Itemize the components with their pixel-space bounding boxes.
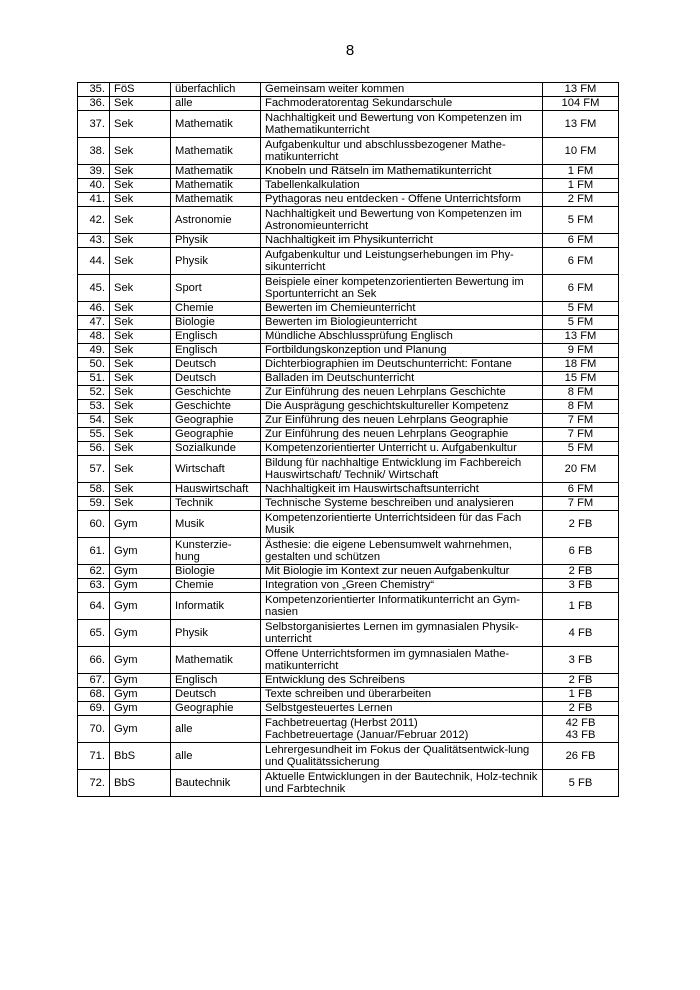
event-title: Bewerten im Chemieunterricht xyxy=(261,302,543,316)
row-number: 54. xyxy=(78,414,110,428)
school-type: Sek xyxy=(110,179,171,193)
table-row xyxy=(78,138,619,165)
event-title: Entwicklung des Schreibens xyxy=(261,674,543,688)
school-type: Gym xyxy=(110,674,171,688)
event-title: Beispiele einer kompetenzorientierten Bewertung im Sportunterricht an Sek xyxy=(261,275,543,302)
table-row xyxy=(78,330,619,344)
event-title: Bewerten im Biologieunterricht xyxy=(261,316,543,330)
event-title: Nachhaltigkeit im Hauswirtschaftsunterricht xyxy=(261,483,543,497)
subject: Mathematik xyxy=(171,138,261,165)
table-row xyxy=(78,234,619,248)
table-row xyxy=(78,302,619,316)
amount: 5 FM xyxy=(543,302,619,316)
table-row xyxy=(78,743,619,770)
school-type: Sek xyxy=(110,111,171,138)
table-row xyxy=(78,165,619,179)
row-number: 47. xyxy=(78,316,110,330)
table-row xyxy=(78,344,619,358)
table-row xyxy=(78,248,619,275)
row-number: 39. xyxy=(78,165,110,179)
subject: Englisch xyxy=(171,674,261,688)
row-number: 35. xyxy=(78,83,110,97)
row-number: 69. xyxy=(78,702,110,716)
amount: 6 FM xyxy=(543,275,619,302)
school-type: Sek xyxy=(110,483,171,497)
row-number: 40. xyxy=(78,179,110,193)
row-number: 63. xyxy=(78,579,110,593)
amount: 7 FM xyxy=(543,414,619,428)
row-number: 66. xyxy=(78,647,110,674)
amount: 13 FM xyxy=(543,83,619,97)
event-title: Kompetenzorientierter Informatikunterricht an Gym-nasien xyxy=(261,593,543,620)
subject: überfachlich xyxy=(171,83,261,97)
amount: 5 FM xyxy=(543,442,619,456)
row-number: 62. xyxy=(78,565,110,579)
page-number: 8 xyxy=(345,42,355,59)
table-row xyxy=(78,386,619,400)
event-title: Aufgabenkultur und Leistungserhebungen im Phy-sikunterricht xyxy=(261,248,543,275)
subject: alle xyxy=(171,743,261,770)
amount: 26 FB xyxy=(543,743,619,770)
table-row xyxy=(78,538,619,565)
school-type: Sek xyxy=(110,372,171,386)
amount: 3 FB xyxy=(543,579,619,593)
row-number: 43. xyxy=(78,234,110,248)
subject: alle xyxy=(171,716,261,743)
school-type: Gym xyxy=(110,716,171,743)
row-number: 67. xyxy=(78,674,110,688)
school-type: Sek xyxy=(110,428,171,442)
event-title: Lehrergesundheit im Fokus der Qualitätsentwick-lung und Qualitätssicherung xyxy=(261,743,543,770)
row-number: 50. xyxy=(78,358,110,372)
row-number: 38. xyxy=(78,138,110,165)
table-row xyxy=(78,620,619,647)
amount: 3 FB xyxy=(543,647,619,674)
amount: 6 FM xyxy=(543,248,619,275)
row-number: 52. xyxy=(78,386,110,400)
school-type: Gym xyxy=(110,538,171,565)
amount: 13 FM xyxy=(543,330,619,344)
subject: Sport xyxy=(171,275,261,302)
school-type: Gym xyxy=(110,620,171,647)
table-row xyxy=(78,358,619,372)
amount: 7 FM xyxy=(543,497,619,511)
school-type: Sek xyxy=(110,497,171,511)
subject: Mathematik xyxy=(171,111,261,138)
table-row xyxy=(78,674,619,688)
row-number: 36. xyxy=(78,97,110,111)
amount: 8 FM xyxy=(543,400,619,414)
school-type: Sek xyxy=(110,302,171,316)
amount: 1 FB xyxy=(543,688,619,702)
row-number: 68. xyxy=(78,688,110,702)
table-row xyxy=(78,179,619,193)
event-title-line: Fachbetreuertage (Januar/Februar 2012) xyxy=(265,729,469,741)
event-title: Dichterbiographien im Deutschunterricht: Fontane xyxy=(261,358,543,372)
event-title: Kompetenzorientierter Unterricht u. Aufgabenkultur xyxy=(261,442,543,456)
event-title-line: Fachbetreuertag (Herbst 2011) xyxy=(265,716,418,729)
subject: Technik xyxy=(171,497,261,511)
amount-line: 42 FB xyxy=(565,716,596,729)
row-number: 72. xyxy=(78,770,110,797)
amount: 104 FM xyxy=(543,97,619,111)
subject: Musik xyxy=(171,511,261,538)
school-type: Sek xyxy=(110,275,171,302)
amount: 2 FB xyxy=(543,565,619,579)
row-number: 55. xyxy=(78,428,110,442)
table-row xyxy=(78,97,619,111)
subject: Deutsch xyxy=(171,358,261,372)
school-type: Sek xyxy=(110,456,171,483)
subject: Physik xyxy=(171,234,261,248)
school-type: Sek xyxy=(110,316,171,330)
subject: Mathematik xyxy=(171,193,261,207)
table-row xyxy=(78,565,619,579)
row-number: 45. xyxy=(78,275,110,302)
event-title: Pythagoras neu entdecken - Offene Unterrichtsform xyxy=(261,193,543,207)
table-row xyxy=(78,111,619,138)
table-row xyxy=(78,207,619,234)
amount: 2 FB xyxy=(543,511,619,538)
event-title: Balladen im Deutschunterricht xyxy=(261,372,543,386)
school-type: Sek xyxy=(110,138,171,165)
school-type: Gym xyxy=(110,593,171,620)
event-title: Aktuelle Entwicklungen in der Bautechnik, Holz-technik und Farbtechnik xyxy=(261,770,543,797)
school-type: Gym xyxy=(110,702,171,716)
amount: 6 FB xyxy=(543,538,619,565)
table-row xyxy=(78,316,619,330)
row-number: 53. xyxy=(78,400,110,414)
school-type: Sek xyxy=(110,442,171,456)
amount: 4 FB xyxy=(543,620,619,647)
event-title: Zur Einführung des neuen Lehrplans Geographie xyxy=(261,414,543,428)
event-title: Fachmoderatorentag Sekundarschule xyxy=(261,97,543,111)
subject: Deutsch xyxy=(171,688,261,702)
subject: Mathematik xyxy=(171,165,261,179)
table-row xyxy=(78,83,619,97)
subject: Englisch xyxy=(171,330,261,344)
amount: 6 FM xyxy=(543,483,619,497)
amount: 6 FM xyxy=(543,234,619,248)
school-type: FöS xyxy=(110,83,171,97)
amount-line: 43 FB xyxy=(565,729,596,741)
table-row xyxy=(78,511,619,538)
table-row xyxy=(78,442,619,456)
school-type: Sek xyxy=(110,344,171,358)
event-title: Ästhesie: die eigene Lebensumwelt wahrnehmen, gestalten und schützen xyxy=(261,538,543,565)
row-number: 48. xyxy=(78,330,110,344)
event-title: Mit Biologie im Kontext zur neuen Aufgabenkultur xyxy=(261,565,543,579)
subject: Chemie xyxy=(171,579,261,593)
row-number: 37. xyxy=(78,111,110,138)
subject: Chemie xyxy=(171,302,261,316)
event-title: Nachhaltigkeit und Bewertung von Kompetenzen im Mathematikunterricht xyxy=(261,111,543,138)
event-title: Offene Unterrichtsformen im gymnasialen Mathe-matikunterricht xyxy=(261,647,543,674)
amount: 13 FM xyxy=(543,111,619,138)
school-type: Gym xyxy=(110,688,171,702)
subject: Geschichte xyxy=(171,400,261,414)
subject: Physik xyxy=(171,620,261,647)
event-title: Technische Systeme beschreiben und analysieren xyxy=(261,497,543,511)
amount: 7 FM xyxy=(543,428,619,442)
amount: 5 FM xyxy=(543,207,619,234)
event-title: Tabellenkalkulation xyxy=(261,179,543,193)
event-title-cell xyxy=(261,716,543,743)
row-number: 70. xyxy=(78,716,110,743)
subject: Deutsch xyxy=(171,372,261,386)
event-title: Zur Einführung des neuen Lehrplans Geschichte xyxy=(261,386,543,400)
row-number: 64. xyxy=(78,593,110,620)
table-row xyxy=(78,414,619,428)
amount: 5 FM xyxy=(543,316,619,330)
subject: Englisch xyxy=(171,344,261,358)
row-number: 44. xyxy=(78,248,110,275)
table-row xyxy=(78,275,619,302)
subject: Mathematik xyxy=(171,179,261,193)
school-type: Sek xyxy=(110,414,171,428)
row-number: 49. xyxy=(78,344,110,358)
row-number: 56. xyxy=(78,442,110,456)
school-type: Gym xyxy=(110,647,171,674)
row-number: 57. xyxy=(78,456,110,483)
school-type: Gym xyxy=(110,579,171,593)
subject: Informatik xyxy=(171,593,261,620)
table-row xyxy=(78,647,619,674)
row-number: 41. xyxy=(78,193,110,207)
table-row xyxy=(78,716,619,743)
subject: Hauswirtschaft xyxy=(171,483,261,497)
school-type: Sek xyxy=(110,330,171,344)
event-title: Integration von „Green Chemistry“ xyxy=(261,579,543,593)
event-title: Gemeinsam weiter kommen xyxy=(261,83,543,97)
table-row xyxy=(78,702,619,716)
subject: Wirtschaft xyxy=(171,456,261,483)
subject: Geographie xyxy=(171,702,261,716)
table-row xyxy=(78,456,619,483)
event-title: Nachhaltigkeit im Physikunterricht xyxy=(261,234,543,248)
event-title: Mündliche Abschlussprüfung Englisch xyxy=(261,330,543,344)
amount: 5 FB xyxy=(543,770,619,797)
event-title: Selbstgesteuertes Lernen xyxy=(261,702,543,716)
subject: Mathematik xyxy=(171,647,261,674)
row-number: 46. xyxy=(78,302,110,316)
table-row xyxy=(78,372,619,386)
school-type: Sek xyxy=(110,97,171,111)
event-title: Texte schreiben und überarbeiten xyxy=(261,688,543,702)
table-row xyxy=(78,193,619,207)
event-title: Zur Einführung des neuen Lehrplans Geographie xyxy=(261,428,543,442)
amount: 10 FM xyxy=(543,138,619,165)
subject: Geographie xyxy=(171,428,261,442)
subject: Sozialkunde xyxy=(171,442,261,456)
event-title: Nachhaltigkeit und Bewertung von Kompetenzen im Astronomieunterricht xyxy=(261,207,543,234)
amount-cell xyxy=(543,716,619,743)
subject: Geographie xyxy=(171,414,261,428)
amount: 2 FB xyxy=(543,674,619,688)
school-type: BbS xyxy=(110,770,171,797)
table-row xyxy=(78,483,619,497)
school-type: Sek xyxy=(110,400,171,414)
school-type: Gym xyxy=(110,565,171,579)
row-number: 65. xyxy=(78,620,110,647)
row-number: 59. xyxy=(78,497,110,511)
school-type: Sek xyxy=(110,193,171,207)
table-row xyxy=(78,688,619,702)
table-row xyxy=(78,770,619,797)
school-type: BbS xyxy=(110,743,171,770)
school-type: Sek xyxy=(110,234,171,248)
row-number: 60. xyxy=(78,511,110,538)
event-title: Selbstorganisiertes Lernen im gymnasialen Physik-unterricht xyxy=(261,620,543,647)
event-title: Fortbildungskonzeption und Planung xyxy=(261,344,543,358)
event-title: Die Ausprägung geschichtskultureller Kompetenz xyxy=(261,400,543,414)
event-title: Aufgabenkultur und abschlussbezogener Mathe-matikunterricht xyxy=(261,138,543,165)
table-row xyxy=(78,579,619,593)
row-number: 42. xyxy=(78,207,110,234)
training-table xyxy=(77,82,619,797)
subject: alle xyxy=(171,97,261,111)
amount: 1 FM xyxy=(543,165,619,179)
amount: 1 FB xyxy=(543,593,619,620)
event-title: Knobeln und Rätseln im Mathematikunterricht xyxy=(261,165,543,179)
event-title: Kompetenzorientierte Unterrichtsideen für das Fach Musik xyxy=(261,511,543,538)
event-title: Bildung für nachhaltige Entwicklung im Fachbereich Hauswirtschaft/ Technik/ Wirtschaft xyxy=(261,456,543,483)
amount: 2 FM xyxy=(543,193,619,207)
table-row xyxy=(78,400,619,414)
amount: 18 FM xyxy=(543,358,619,372)
amount: 15 FM xyxy=(543,372,619,386)
amount: 8 FM xyxy=(543,386,619,400)
row-number: 58. xyxy=(78,483,110,497)
subject: Biologie xyxy=(171,316,261,330)
subject: Astronomie xyxy=(171,207,261,234)
table-row xyxy=(78,593,619,620)
subject: Kunsterzie-hung xyxy=(171,538,261,565)
row-number: 61. xyxy=(78,538,110,565)
row-number: 71. xyxy=(78,743,110,770)
table-row xyxy=(78,497,619,511)
amount: 20 FM xyxy=(543,456,619,483)
amount: 1 FM xyxy=(543,179,619,193)
school-type: Sek xyxy=(110,358,171,372)
row-number: 51. xyxy=(78,372,110,386)
amount: 2 FB xyxy=(543,702,619,716)
school-type: Sek xyxy=(110,165,171,179)
school-type: Sek xyxy=(110,207,171,234)
subject: Geschichte xyxy=(171,386,261,400)
school-type: Gym xyxy=(110,511,171,538)
amount: 9 FM xyxy=(543,344,619,358)
subject: Bautechnik xyxy=(171,770,261,797)
table-row xyxy=(78,428,619,442)
subject: Biologie xyxy=(171,565,261,579)
subject: Physik xyxy=(171,248,261,275)
school-type: Sek xyxy=(110,386,171,400)
school-type: Sek xyxy=(110,248,171,275)
